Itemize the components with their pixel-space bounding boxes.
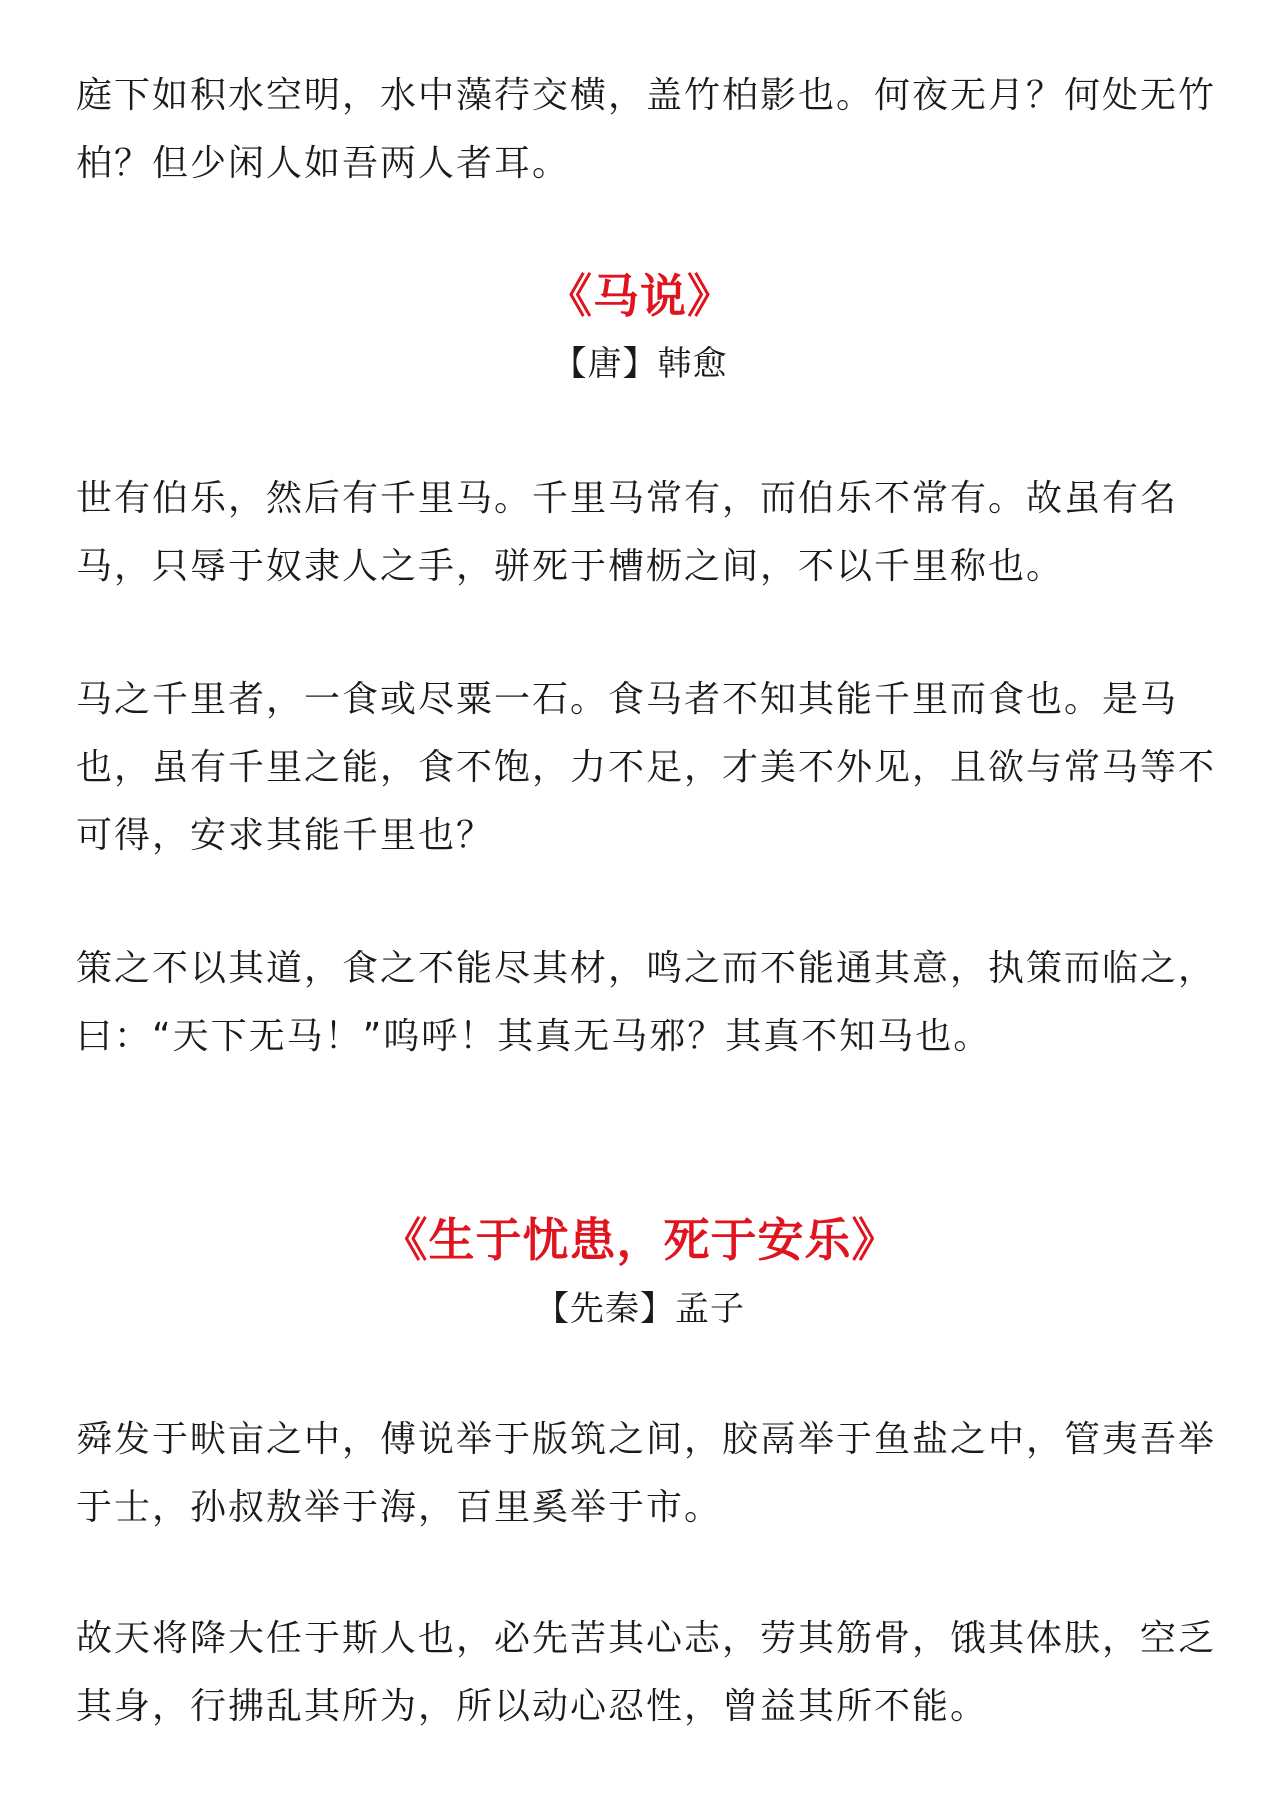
paragraph: 故天将降大任于斯人也，必先苦其心志，劳其筋骨，饿其体肤，空乏其身，行拂乱其所为，所以动心忍性，曾益其所不能。 <box>76 1618 1217 1727</box>
paragraph: 舜发于畎亩之中，傅说举于版筑之间，胶鬲举于鱼盐之中，管夷吾举于士，孙叔敖举于海，百里奚举于市。 <box>76 1419 1217 1528</box>
section-author-ma-shuo: 【唐】韩愈 <box>552 344 728 384</box>
paragraph: 策之不以其道，食之不能尽其材，鸣之而不能通其意，执策而临之，曰：“天下无马！”呜呼！其真无马邪？其真不知马也。 <box>76 948 1217 1057</box>
section-author-sheng-yu-you-huan: 【先秦】孟子 <box>535 1289 745 1329</box>
section-title-ma-shuo: 《马说》 <box>546 269 734 323</box>
section-title-sheng-yu-you-huan: 《生于忧患，死于安乐》 <box>381 1213 899 1267</box>
paragraph: 马之千里者，一食或尽粟一石。食马者不知其能千里而食也。是马也，虽有千里之能，食不饱，力不足，才美不外见，且欲与常马等不可得，安求其能千里也？ <box>76 679 1217 856</box>
intro-paragraph: 庭下如积水空明，水中藻荇交横，盖竹柏影也。何夜无月？何处无竹柏？但少闲人如吾两人者耳。 <box>76 75 1217 184</box>
paragraph: 世有伯乐，然后有千里马。千里马常有，而伯乐不常有。故虽有名马，只辱于奴隶人之手，骈死于槽枥之间，不以千里称也。 <box>76 478 1179 587</box>
